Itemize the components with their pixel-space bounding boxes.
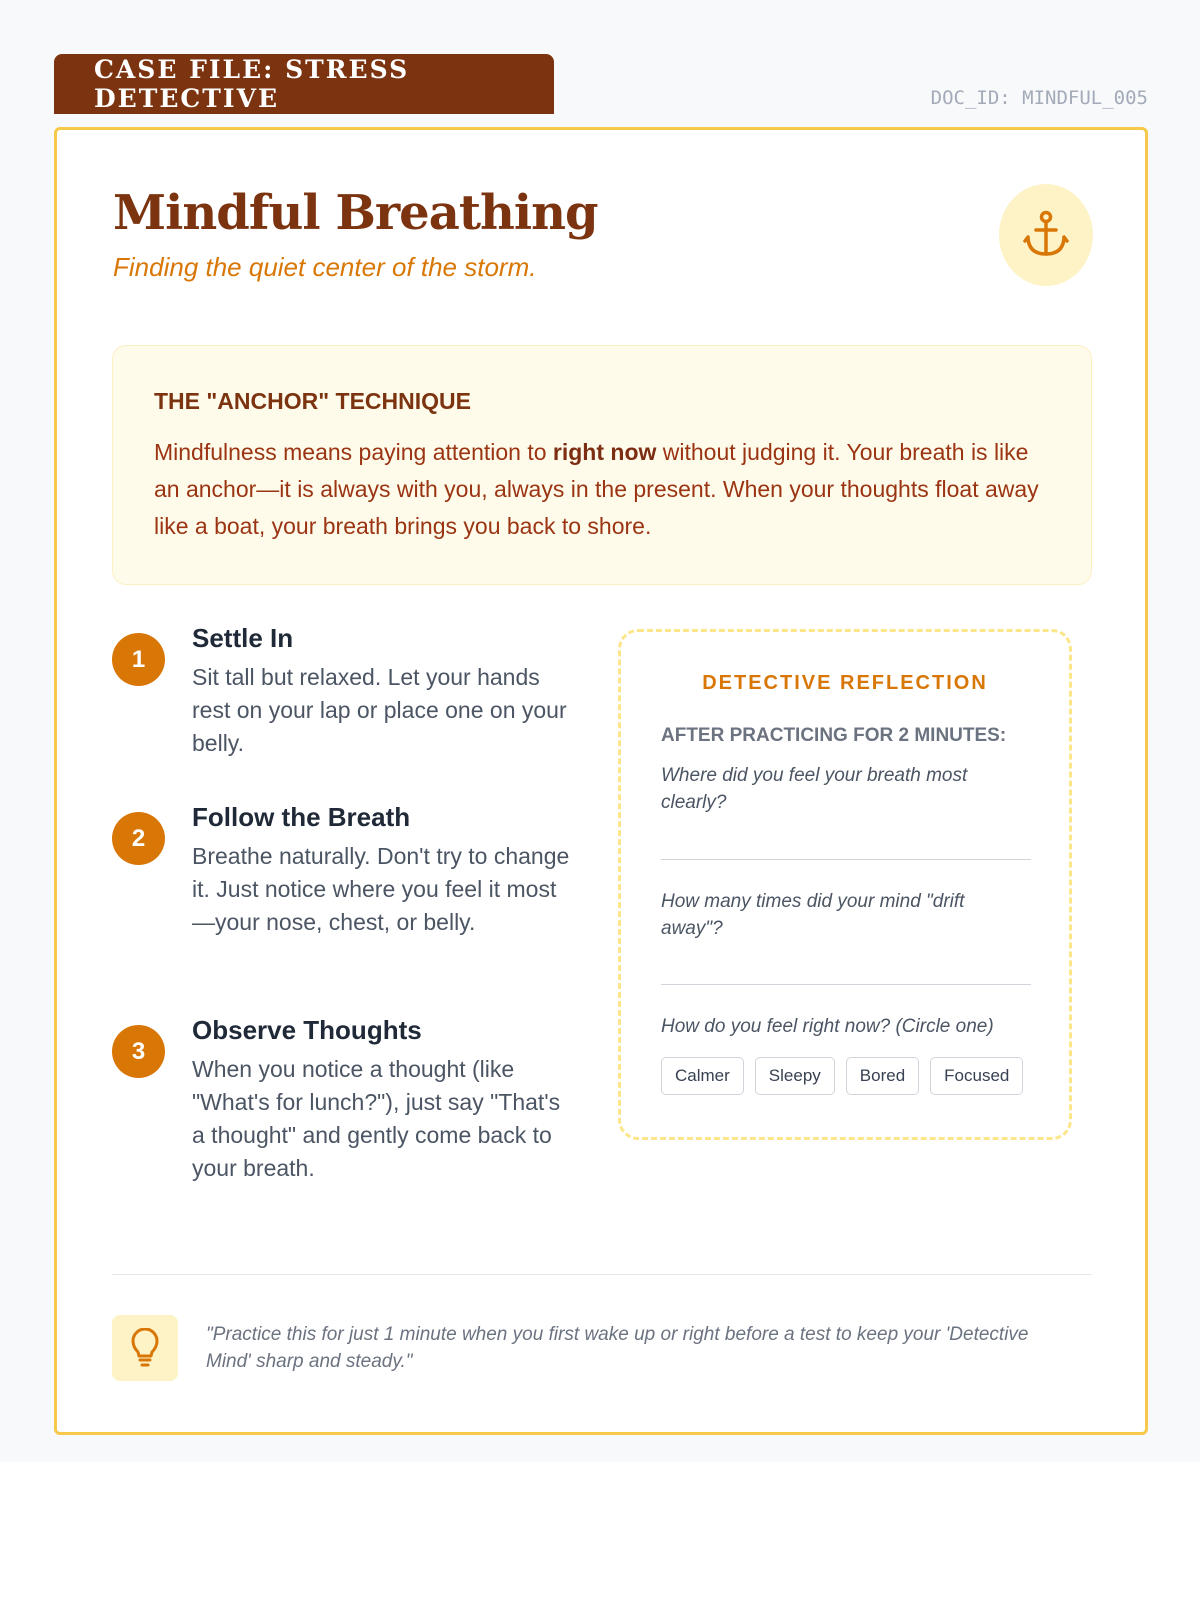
worksheet-card — [54, 127, 1148, 1435]
doc-id: DOC_ID: MINDFUL_005 — [930, 87, 1148, 109]
step-number-badge: 3 — [112, 1025, 165, 1078]
tip-text: "Practice this for just 1 minute when you first wake up or right before a test to keep your 'Detective Mind' sharp and steady." — [206, 1324, 1029, 1372]
page-subtitle: Finding the quiet center of the storm. — [113, 252, 537, 282]
reflection-question: How do you feel right now? (Circle one) — [661, 1016, 994, 1037]
page-title: Mindful Breathing — [113, 185, 598, 241]
step-text: Breathe naturally. Don't try to change it. Just notice where you feel it most—your nose, chest, or belly. — [192, 843, 570, 935]
step-title: Settle In — [192, 623, 294, 653]
technique-text-bold: right now — [552, 439, 657, 465]
step-title: Observe Thoughts — [192, 1015, 422, 1045]
technique-text-part: Mindfulness means paying attention to — [154, 439, 553, 465]
technique-heading: THE "ANCHOR" TECHNIQUE — [154, 388, 471, 414]
divider — [112, 1274, 1092, 1275]
step-text: Sit tall but relaxed. Let your hands rest on your lap or place one on your belly. — [192, 664, 567, 756]
tip-icon-box — [112, 1315, 178, 1381]
case-file-tab: CASE FILE: STRESS DETECTIVE — [54, 54, 554, 114]
answer-line[interactable] — [661, 984, 1031, 985]
reflection-question: Where did you feel your breath most clearly? — [661, 765, 968, 813]
mood-options — [661, 1057, 1023, 1095]
reflection-heading: DETECTIVE REFLECTION — [702, 672, 988, 694]
anchor-technique-box — [112, 345, 1092, 585]
mood-option-calmer[interactable]: Calmer — [661, 1057, 744, 1095]
step-text: When you notice a thought (like "What's for lunch?"), just say "That's a thought" and gently come back to your breath. — [192, 1056, 561, 1181]
answer-line[interactable] — [661, 859, 1031, 860]
reflection-subheading: AFTER PRACTICING FOR 2 MINUTES: — [661, 725, 1007, 746]
reflection-question: How many times did your mind "drift away"? — [661, 891, 965, 939]
mood-option-focused[interactable]: Focused — [930, 1057, 1023, 1095]
detective-reflection-box — [618, 629, 1072, 1140]
lightbulb-icon — [130, 1328, 160, 1368]
anchor-icon — [1023, 210, 1069, 260]
mood-option-bored[interactable]: Bored — [846, 1057, 919, 1095]
technique-text-part: without judging it. Your breath is like an anchor—it is always with you, always in the present. When your thoughts float away like a boat, your breath brings you back to shore. — [154, 439, 1039, 539]
anchor-badge — [999, 184, 1093, 286]
step-number-badge: 1 — [112, 633, 165, 686]
mood-option-sleepy[interactable]: Sleepy — [755, 1057, 835, 1095]
technique-text — [154, 434, 1054, 545]
step-title: Follow the Breath — [192, 802, 411, 832]
step-number-badge: 2 — [112, 812, 165, 865]
